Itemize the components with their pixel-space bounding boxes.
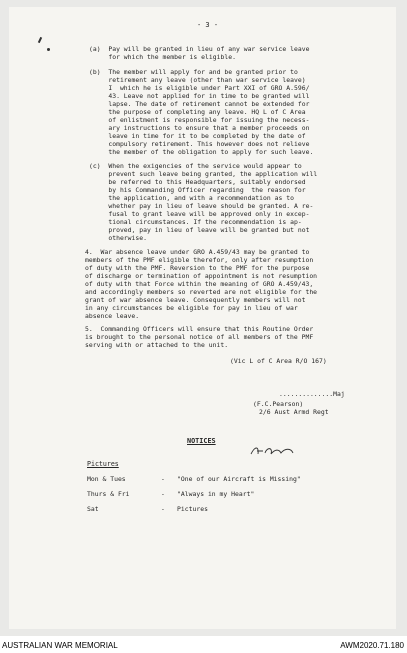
pen-mark bbox=[38, 37, 42, 43]
text-line: be referred to this Headquarters, suitably endorsed bbox=[89, 178, 306, 186]
text-line: leave in time for it to be completed by the date of bbox=[89, 132, 306, 140]
text-line: by his Commanding Officer regarding the reason for bbox=[89, 186, 306, 194]
picture-day: Mon & Tues bbox=[87, 475, 126, 483]
order-reference: (Vic L of C Area R/O 167) bbox=[230, 357, 327, 365]
accession-number: AWM2020.71.180 bbox=[340, 641, 404, 650]
text-line: tional circumstances. If the recommendation is ap- bbox=[89, 218, 302, 226]
picture-dash: - bbox=[161, 490, 165, 498]
picture-title: "One of our Aircraft is Missing" bbox=[177, 475, 301, 483]
text-line: lapse. The date of retirement cannot be extended for bbox=[89, 100, 310, 108]
text-line: 43. Leave not applied for in time to be granted will bbox=[89, 92, 310, 100]
text-line: members of the PMF eligible therefor, only after resumption bbox=[85, 256, 314, 264]
text-line: 5. Commanding Officers will ensure that this Routine Order bbox=[85, 325, 314, 333]
pictures-heading: Pictures bbox=[87, 460, 119, 468]
text-line: grant of war absence leave. Consequently members will not bbox=[85, 296, 306, 304]
picture-day: Sat bbox=[87, 505, 99, 513]
text-line: of duty with that Force within the meaning of GRO A.459/43, bbox=[85, 280, 314, 288]
text-line: I which he is eligible under Part XXI of GRO A.596/ bbox=[89, 84, 310, 92]
text-line: the application, and with a recommendation as to bbox=[89, 194, 294, 202]
text-line: whether pay in lieu of leave should be granted. A re- bbox=[89, 202, 314, 210]
text-line: ary instructions to ensure that a member proceeds on bbox=[89, 124, 310, 132]
text-line: fusal to grant leave will be approved only in excep- bbox=[89, 210, 310, 218]
text-line: serving with or attached to the unit. bbox=[85, 341, 229, 349]
text-line: retirement any leave (other than war service leave) bbox=[89, 76, 306, 84]
text-line: of enlistment is responsible for issuing the necess- bbox=[89, 116, 310, 124]
picture-title: "Always in my Heart" bbox=[177, 490, 255, 498]
text-line: (a) Pay will be granted in lieu of any war service leave bbox=[89, 45, 310, 53]
picture-day: Thurs & Fri bbox=[87, 490, 130, 498]
text-line: (b) The member will apply for and be granted prior to bbox=[89, 68, 298, 76]
text-line: of duty with the PMF. Reversion to the PMF for the purpose bbox=[85, 264, 310, 272]
text-line: 4. War absence leave under GRO A.459/43 may be granted to bbox=[85, 248, 310, 256]
text-line: is brought to the personal notice of all members of the PMF bbox=[85, 333, 314, 341]
text-line: (c) When the exigencies of the service would appear to bbox=[89, 162, 302, 170]
handwritten-signature bbox=[249, 445, 309, 457]
text-line: the purpose of completing any leave. HQ L of C Area bbox=[89, 108, 306, 116]
text-line: and accordingly members so reverted are not eligible for the bbox=[85, 288, 318, 296]
pen-dot bbox=[47, 48, 50, 51]
text-line: prevent such leave being granted, the application will bbox=[89, 170, 318, 178]
text-line: the member of the obligation to apply for such leave. bbox=[89, 148, 314, 156]
signature-line: ..............Maj bbox=[279, 390, 345, 398]
notices-heading: NOTICES bbox=[187, 437, 216, 445]
signatory-unit: 2/6 Aust Armd Regt bbox=[259, 408, 329, 416]
text-line: in any circumstances be eligible for pay in lieu of war bbox=[85, 304, 298, 312]
text-line: absence leave. bbox=[85, 312, 140, 320]
picture-dash: - bbox=[161, 505, 165, 513]
text-line: proved, pay in lieu of leave will be granted but not bbox=[89, 226, 310, 234]
picture-title: Pictures bbox=[177, 505, 208, 513]
paper-page bbox=[9, 7, 396, 629]
signatory-name: (F.C.Pearson) bbox=[253, 400, 304, 408]
institution-name: AUSTRALIAN WAR MEMORIAL bbox=[2, 641, 118, 650]
text-line: otherwise. bbox=[89, 234, 148, 242]
picture-dash: - bbox=[161, 475, 165, 483]
page-number: - 3 - bbox=[197, 21, 219, 29]
archive-footer bbox=[0, 636, 407, 653]
text-line: compulsory retirement. This however does not relieve bbox=[89, 140, 310, 148]
text-line: of discharge or termination of appointment is not resumption bbox=[85, 272, 318, 280]
text-line: for which the member is eligible. bbox=[89, 53, 236, 61]
